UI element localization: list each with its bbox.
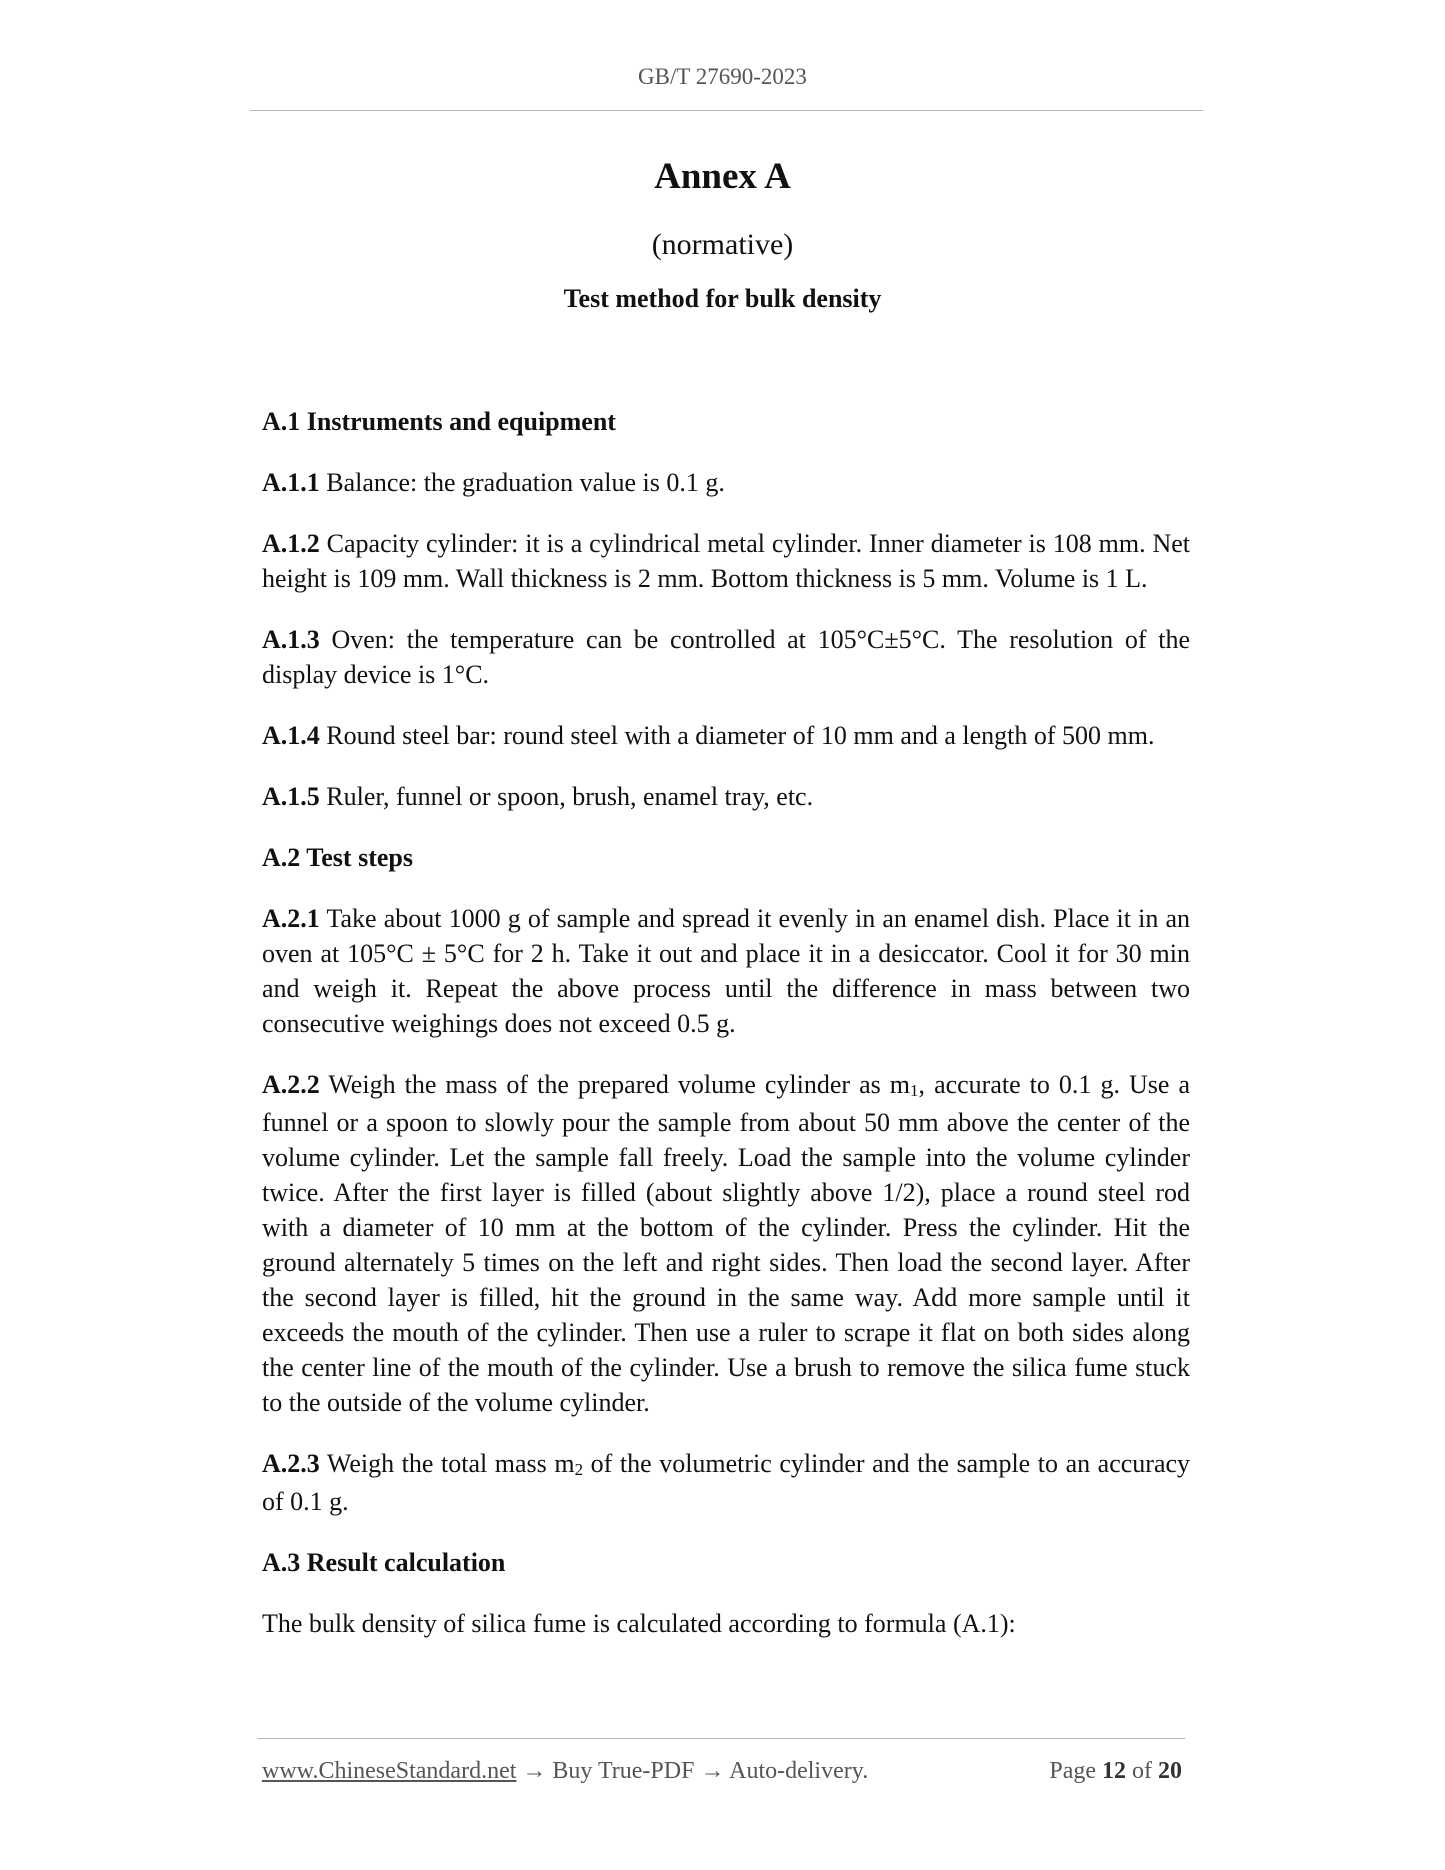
clause-a-1-4 <box>262 718 1190 753</box>
section-heading-a1: A.1 Instruments and equipment <box>262 407 616 436</box>
formula-intro: The bulk density of silica fume is calculated according to formula (A.1): <box>262 1609 1016 1638</box>
clause-a-2-2 <box>262 1067 1190 1420</box>
subscript: 2 <box>574 1460 584 1479</box>
clause-text-continued: of the volumetric cylinder and the sample to an accuracy of 0.1 g. <box>262 1449 1191 1516</box>
clause-a-1-3 <box>262 622 1190 692</box>
clause-text: Weigh the total mass m <box>326 1449 575 1478</box>
annex-subtitle: Test method for bulk density <box>563 284 882 313</box>
website-link[interactable]: www.ChineseStandard.net <box>262 1758 517 1784</box>
clause-text: Weigh the mass of the prepared volume cylinder as m <box>328 1070 911 1099</box>
annex-title: Annex A <box>654 156 791 197</box>
clause-a-1-1 <box>262 465 1190 500</box>
subscript: 1 <box>910 1081 919 1100</box>
clause-number: A.2.1 <box>262 904 320 933</box>
clause-text: Capacity cylinder: it is a cylindrical metal cylinder. Inner diameter is 108 mm. Net height is 109 mm. Wall thickness is 2 mm. Bottom thickness is 5 mm. Volume is 1 L. <box>262 529 1190 593</box>
clause-a-2-3 <box>262 1446 1190 1519</box>
page-total: 20 <box>1158 1758 1182 1784</box>
clause-a-2-1 <box>262 901 1190 1041</box>
clause-text: Take about 1000 g of sample and spread it evenly in an enamel dish. Place it in an oven at 105°C ± 5°C for 2 h. Take it out and place it in a desiccator. Cool it for 30 min and weigh it. Repeat the above process until the difference in mass between two consecutive weighings does not exceed 0.5 g. <box>262 904 1190 1038</box>
footer-divider <box>258 1738 1185 1739</box>
clause-number: A.1.2 <box>262 529 320 558</box>
document-body <box>262 404 1190 1667</box>
clause-a-1-5 <box>262 779 1190 814</box>
clause-text: Ruler, funnel or spoon, brush, enamel tray, etc. <box>326 782 814 811</box>
clause-text: Balance: the graduation value is 0.1 g. <box>326 468 725 497</box>
clause-number: A.1.3 <box>262 625 320 654</box>
of-label: of <box>1132 1758 1152 1784</box>
section-heading-a2: A.2 Test steps <box>262 843 413 872</box>
header-divider <box>250 110 1203 111</box>
clause-text-continued: , accurate to 0.1 g. Use a funnel or a spoon to slowly pour the sample from about 50 mm above the center of the volume cylinder. Let the sample fall freely. Load the sample into the volume cylinder twice. After the first layer is filled (about slightly above 1/2), place a round steel rod with a diameter of 10 mm at the bottom of the cylinder. Press the cylinder. Hit the ground alternately 5 times on the left and right sides. Then load the second layer. After the second layer is filled, hit the ground in the same way. Add more sample until it exceeds the mouth of the cylinder. Then use a ruler to scrape it flat on both sides along the center line of the mouth of the cylinder. Use a brush to remove the silica fume stuck to the outside of the volume cylinder. <box>262 1070 1190 1417</box>
clause-a-1-2 <box>262 526 1190 596</box>
page-indicator <box>1049 1758 1182 1785</box>
clause-number: A.2.3 <box>262 1449 320 1478</box>
clause-number: A.1.1 <box>262 468 320 497</box>
annex-type: (normative) <box>651 228 794 261</box>
clause-number: A.1.5 <box>262 782 320 811</box>
page-footer <box>262 1758 1182 1785</box>
clause-number: A.2.2 <box>262 1070 320 1099</box>
clause-text: Round steel bar: round steel with a diameter of 10 mm and a length of 500 mm. <box>326 721 1155 750</box>
document-header: GB/T 27690-2023 <box>638 64 807 89</box>
section-heading-a3: A.3 Result calculation <box>262 1548 506 1577</box>
clause-number: A.1.4 <box>262 721 320 750</box>
footer-tagline: → Buy True-PDF → Auto-delivery. <box>516 1758 869 1784</box>
clause-text: Oven: the temperature can be controlled at 105°C±5°C. The resolution of the display device is 1°C. <box>262 625 1191 689</box>
page-label: Page <box>1049 1758 1096 1784</box>
page-current: 12 <box>1102 1758 1126 1784</box>
